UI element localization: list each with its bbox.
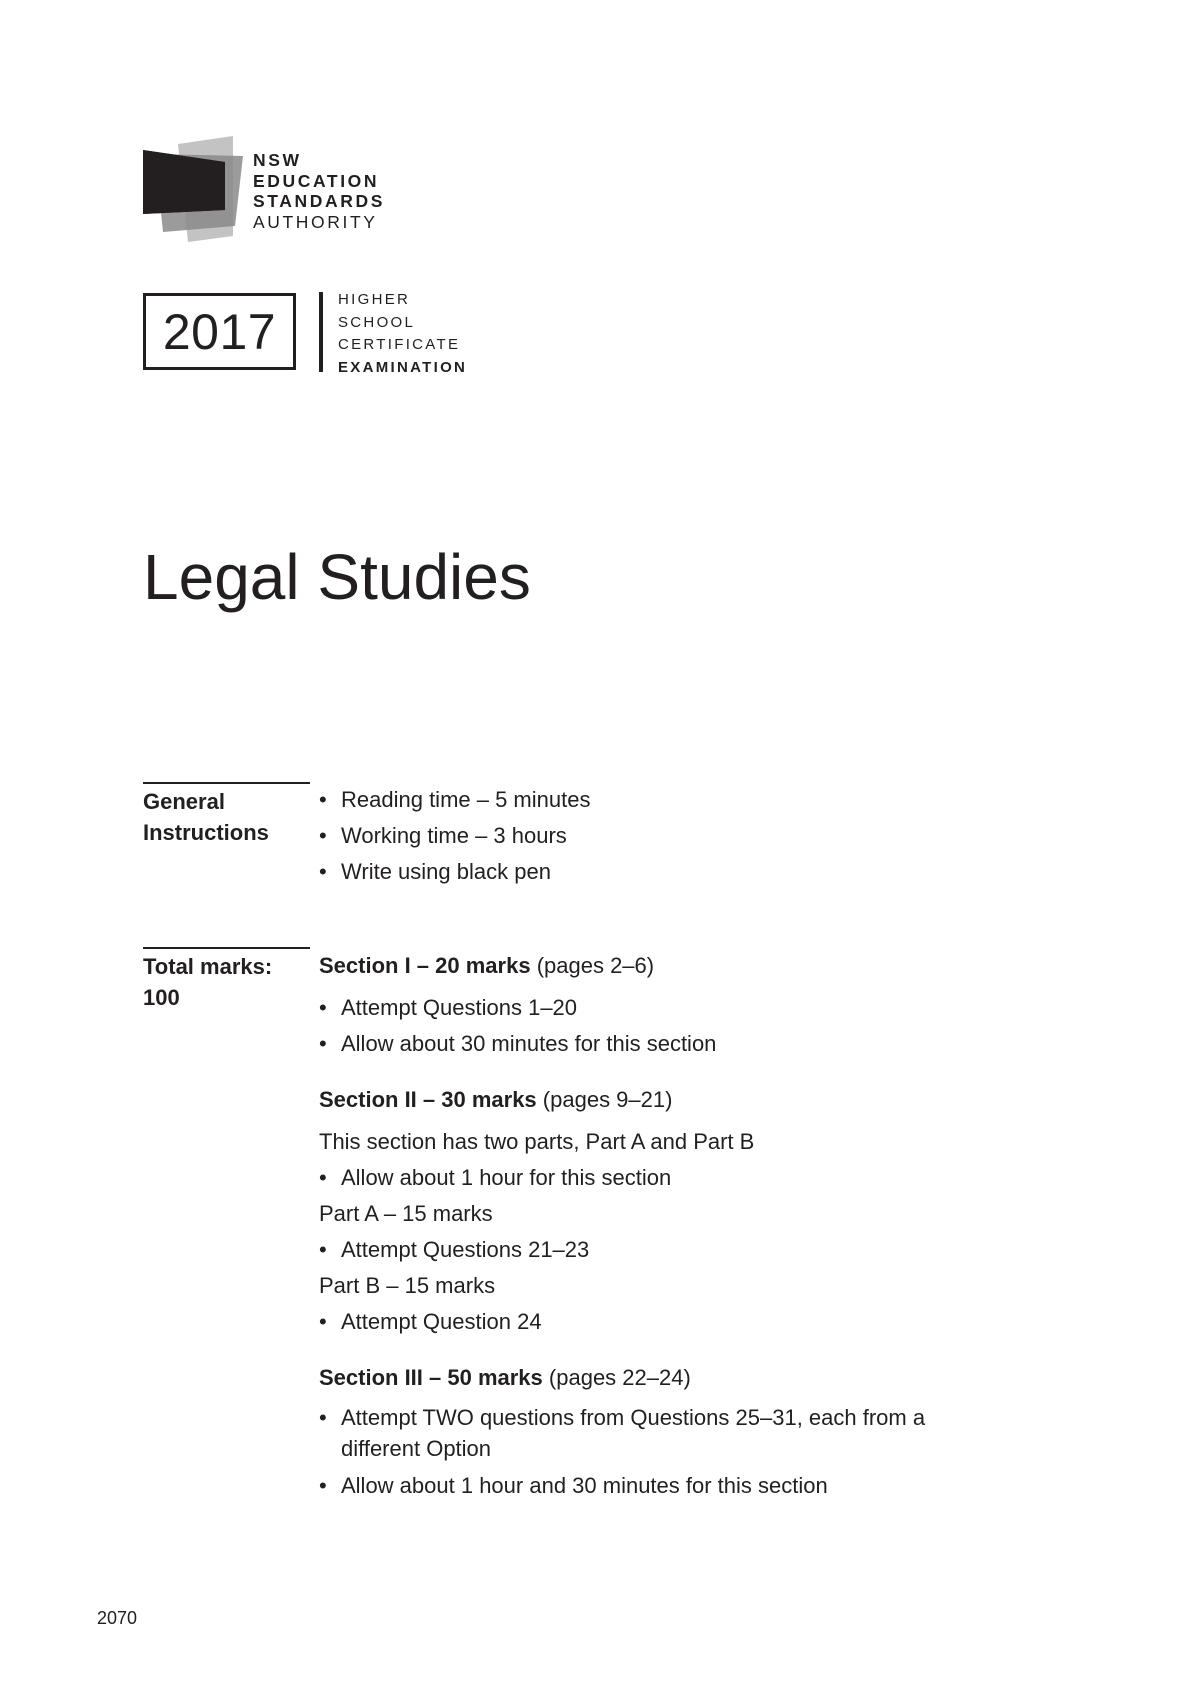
exam-year-box [143, 293, 296, 370]
logo-line-education: EDUCATION [253, 170, 380, 191]
list-item-continuation: different Option [341, 1436, 492, 1461]
page-title: Legal Studies [143, 541, 531, 613]
exam-type-line-3: CERTIFICATE [338, 336, 461, 353]
list-item-text: Attempt TWO questions from Questions 25–31, each from a [341, 1405, 926, 1430]
bullet-icon: • [319, 1473, 327, 1498]
label-line-1: General [143, 789, 225, 814]
part-heading: Part A – 15 marks [319, 1201, 493, 1226]
total-marks-text: Total marks: [143, 954, 273, 979]
bullet-icon: • [319, 859, 327, 884]
bullet-icon: • [319, 823, 327, 848]
list-item-text: Attempt Question 24 [341, 1309, 542, 1334]
exam-year: 2017 [162, 303, 277, 360]
nsw-esa-logo-icon [143, 136, 253, 246]
section-text: This section has two parts, Part A and Part B [319, 1129, 755, 1154]
divider-general-instructions [143, 782, 310, 784]
section-2 [319, 1082, 754, 1340]
logo-line-nsw: NSW [253, 150, 302, 170]
list-item-text: Allow about 1 hour for this section [341, 1165, 672, 1190]
section-1 [319, 948, 716, 1062]
bullet-icon: • [319, 995, 327, 1020]
section-heading [319, 1360, 925, 1396]
bullet-icon: • [319, 1405, 327, 1430]
section-title: Section II – 30 marks [319, 1087, 537, 1112]
bullet-icon: • [319, 1031, 327, 1056]
list-item [319, 1160, 754, 1196]
section-title: Section I – 20 marks [319, 953, 531, 978]
list-item-text: Attempt Questions 1–20 [341, 995, 578, 1020]
list-item-text: Write using black pen [341, 859, 551, 884]
section-pages: (pages 9–21) [542, 1087, 673, 1112]
list-item [319, 1304, 754, 1340]
total-marks-value: 100 [143, 985, 180, 1010]
logo-line-authority: AUTHORITY [253, 211, 378, 232]
section-3 [319, 1360, 925, 1504]
paper-code: 2070 [97, 1608, 138, 1628]
list-item [319, 1026, 716, 1062]
part-heading: Part B – 15 marks [319, 1273, 496, 1298]
section-heading [319, 1082, 754, 1118]
list-item [319, 990, 716, 1026]
list-item-text: Working time – 3 hours [341, 823, 567, 848]
exam-type-label [338, 289, 467, 379]
list-item [319, 782, 590, 818]
list-item [319, 1232, 754, 1268]
bullet-icon: • [319, 1165, 327, 1190]
bullet-icon: • [319, 1237, 327, 1262]
list-item [319, 854, 590, 890]
logo-wordmark [253, 150, 385, 232]
label-line-2: Instructions [143, 820, 269, 845]
list-item [319, 1468, 925, 1504]
list-item [319, 818, 590, 854]
general-instructions-list [319, 782, 590, 890]
bullet-icon: • [319, 1309, 327, 1334]
exam-type-line-4: EXAMINATION [338, 358, 468, 376]
badge-divider [319, 292, 323, 372]
section-heading [319, 948, 716, 984]
exam-type-line-1: HIGHER [338, 291, 411, 308]
total-marks-label [143, 951, 272, 1013]
section-title: Section III – 50 marks [319, 1365, 543, 1390]
divider-total-marks [143, 947, 310, 949]
list-item-text: Allow about 30 minutes for this section [341, 1031, 717, 1056]
list-item-text: Attempt Questions 21–23 [341, 1237, 590, 1262]
list-item-text: Allow about 1 hour and 30 minutes for this section [341, 1473, 828, 1498]
general-instructions-label [143, 786, 269, 848]
list-item [319, 1402, 925, 1433]
logo-line-standards: STANDARDS [253, 191, 385, 211]
section-pages: (pages 2–6) [536, 953, 655, 978]
section-pages: (pages 22–24) [548, 1365, 691, 1390]
exam-type-line-2: SCHOOL [338, 313, 416, 331]
list-item-text: Reading time – 5 minutes [341, 787, 591, 812]
bullet-icon: • [319, 787, 327, 812]
